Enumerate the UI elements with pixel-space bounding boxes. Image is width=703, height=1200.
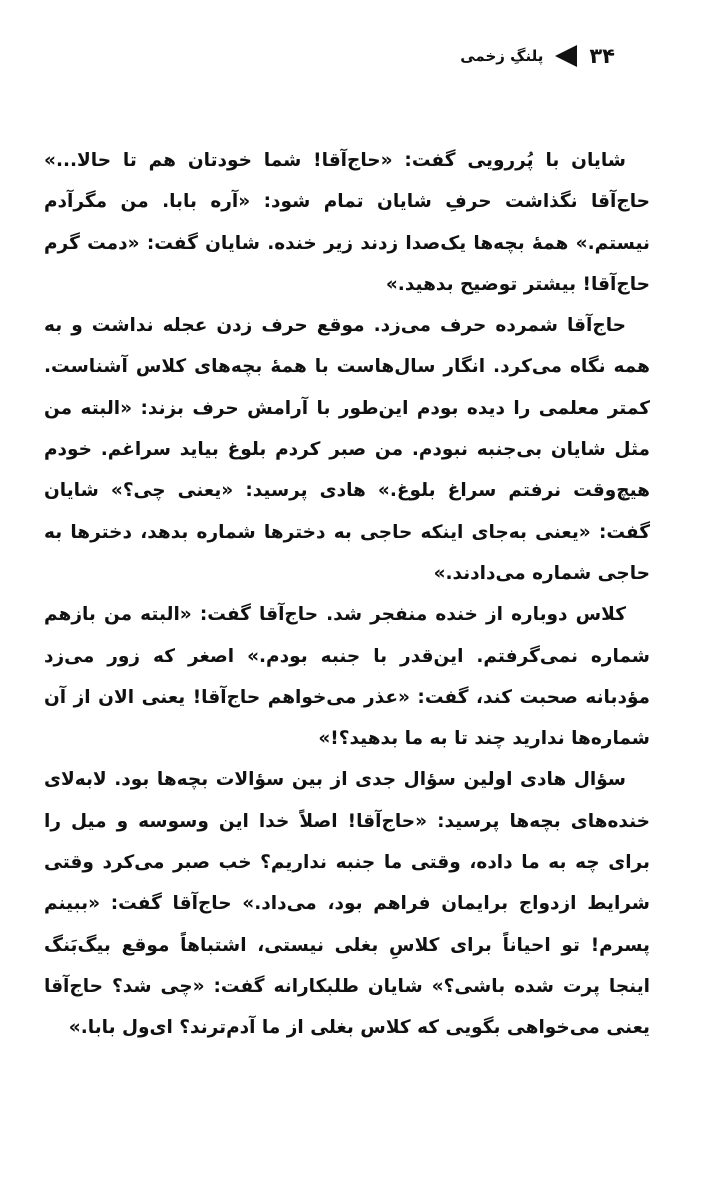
paragraph: شایان با پُررویی گفت: «حاج‌آقا! شما خودتان هم تا حالا...» حاج‌آقا نگذاشت حرفِ شایان تمام شود: «آره بابا. من مگرآدم نیستم.» همهٔ بچه‌ها یک‌صدا زدند زیر خنده. شایان گفت: «دمت گرم حاج‌آقا! بیشتر توضیح بدهید.» bbox=[44, 150, 650, 295]
page-header bbox=[460, 36, 615, 76]
paragraph: کلاس دوباره از خنده منفجر شد. حاج‌آقا گفت: «البته من بازهم شماره نمی‌گرفتم. این‌قدر با جنبه بودم.» اصغر که زور می‌زد مؤدبانه صحبت کند، گفت: «عذر می‌خواهم حاج‌آقا! یعنی الان از آن شماره‌ها ندارید چند تا به ما بدهید؟!» bbox=[44, 604, 650, 750]
book-title: پلنگِ زخمی bbox=[460, 47, 544, 65]
page-number: ۳۴ bbox=[589, 44, 615, 68]
body-text bbox=[44, 140, 650, 1049]
paragraph: حاج‌آقا شمرده حرف می‌زد. موقع حرف زدن عجله نداشت و به همه نگاه می‌کرد. انگار سال‌هاست با همهٔ بچه‌های کلاس آشناست. کمتر معلمی را دیده بودم این‌طور با آرامش حرف بزند: «البته من مثل شایان بی‌جنبه نبودم. من صبر کردم بلوغ بیاید سراغم. خودم هیچ‌وقت نرفتم سراغ بلوغ.» هادی پرسید: «یعنی چی؟» شایان گفت: «یعنی به‌جای اینکه حاجی به دخترها شماره بدهد، دخترها به حاجی شماره می‌دادند.» bbox=[44, 315, 650, 584]
paragraph: سؤال هادی اولین سؤال جدی از بین سؤالات بچه‌ها بود. لابه‌لای خنده‌های بچه‌ها پرسید: «حاج‌آقا! اصلاً خدا این وسوسه و میل را برای چه به ما داده، وقتی ما جنبه نداریم؟ خب صبر می‌کرد وقتی شرایط ازدواج برایمان فراهم بود، می‌داد.» حاج‌آقا گفت: «ببینم پسرم! تو احیاناً برای کلاسِ بغلی نیستی، اشتباهاً موقع بیگ‌بَنگ اینجا پرت شده باشی؟» شایان طلبکارانه گفت: «چی شد؟ حاج‌آقا یعنی می‌خواهی بگویی که کلاس بغلی از ما آدم‌ترند؟ ای‌ول بابا.» bbox=[44, 769, 650, 1039]
triangle-marker-icon bbox=[555, 45, 577, 67]
